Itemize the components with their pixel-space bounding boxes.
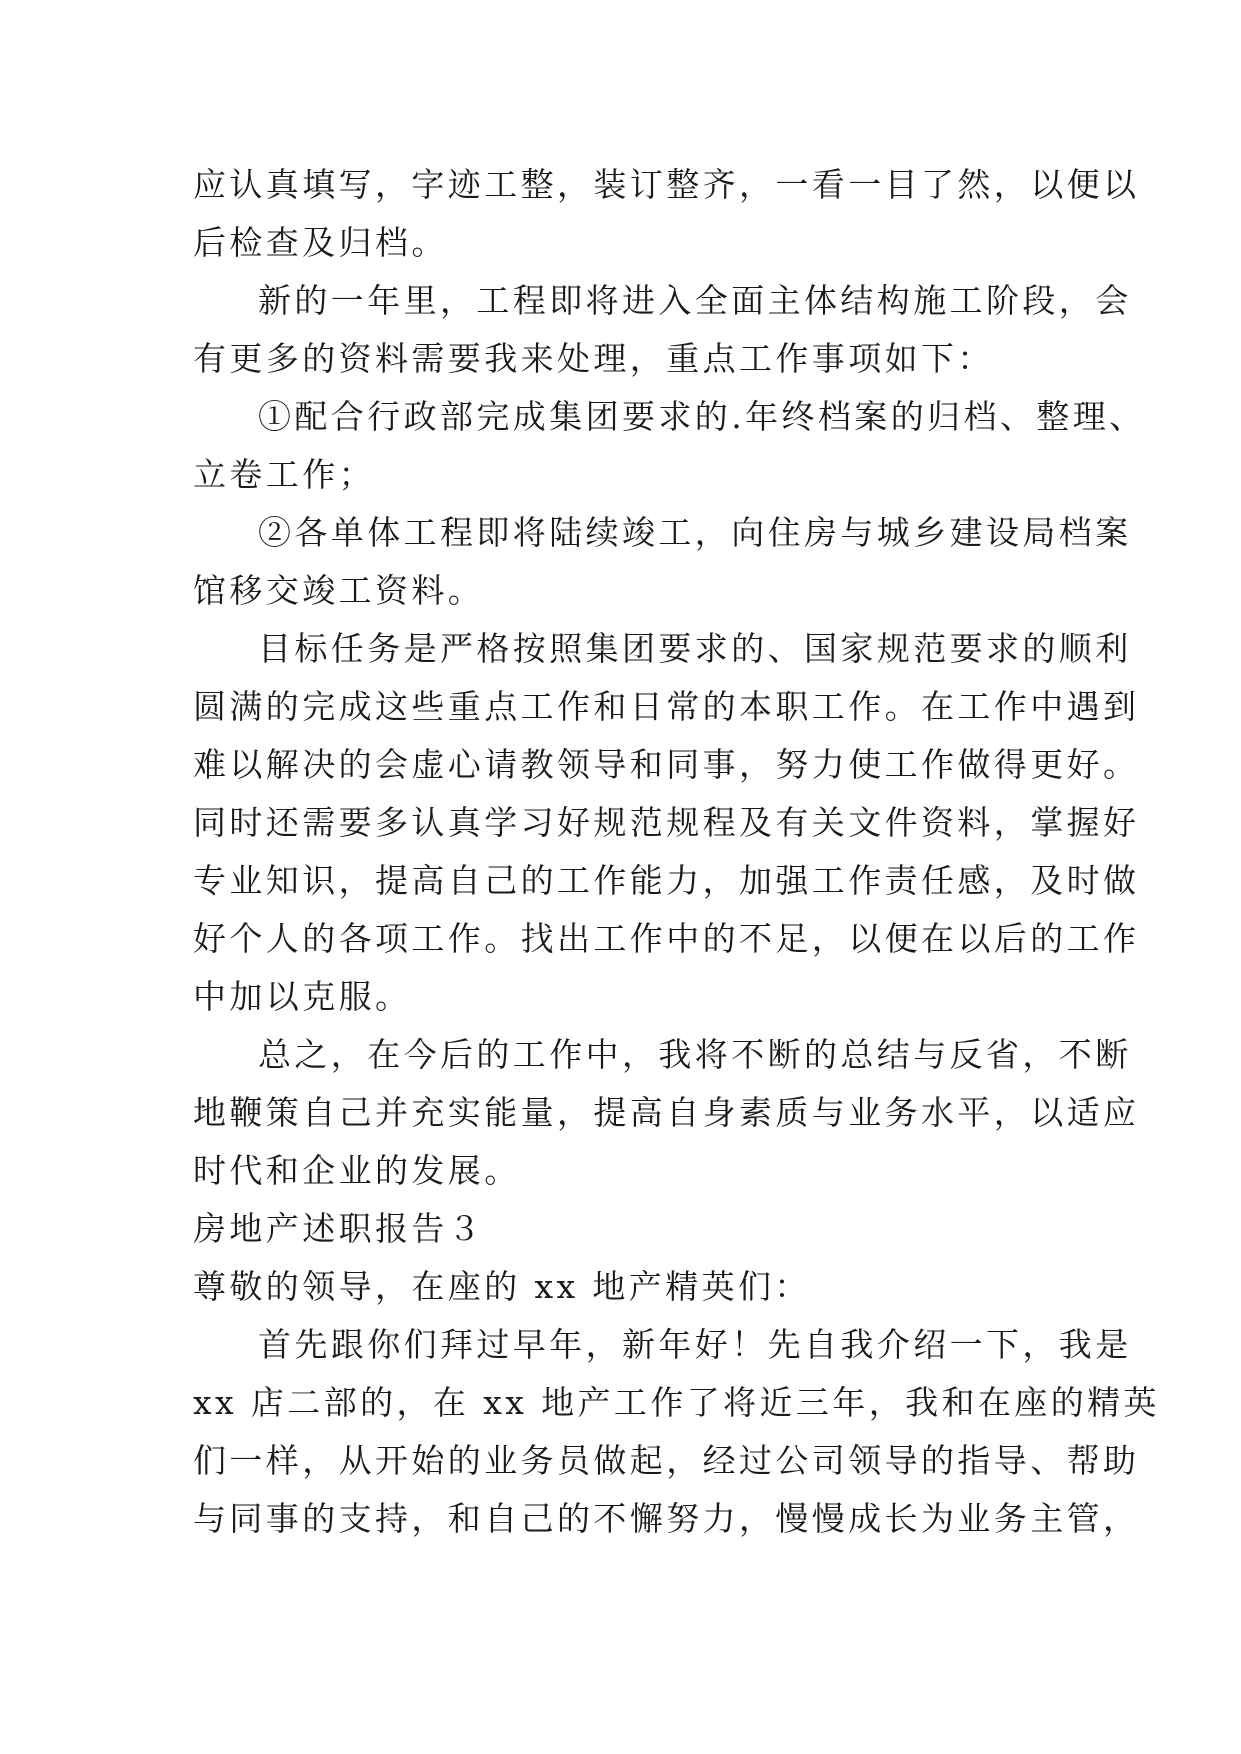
text-line: 时代和企业的发展。: [193, 1151, 521, 1190]
text-line: 馆移交竣工资料。: [193, 571, 485, 610]
text-line: 同时还需要多认真学习好规范规程及有关文件资料，掌握好: [193, 803, 1140, 842]
text-line: 好个人的各项工作。找出工作中的不足，以便在以后的工作: [193, 919, 1140, 958]
text-line: 有更多的资料需要我来处理，重点工作事项如下：: [193, 339, 994, 378]
list-item-1: ①配合行政部完成集团要求的.年终档案的归档、整理、: [258, 397, 1146, 436]
text-line: 中加以克服。: [193, 977, 412, 1016]
text-line: 立卷工作；: [193, 455, 375, 494]
text-line: 与同事的支持，和自己的不懈努力，慢慢成长为业务主管，: [193, 1499, 1140, 1538]
text-line: 专业知识，提高自己的工作能力，加强工作责任感，及时做: [193, 861, 1140, 900]
salutation-line: 尊敬的领导，在座的 xx 地产精英们：: [193, 1267, 811, 1306]
text-line: 地鞭策自己并充实能量，提高自身素质与业务水平，以适应: [193, 1093, 1140, 1132]
list-item-2: ②各单体工程即将陆续竣工，向住房与城乡建设局档案: [258, 513, 1132, 552]
text-line: 后检查及归档。: [193, 223, 448, 262]
text-line: 们一样，从开始的业务员做起，经过公司领导的指导、帮助: [193, 1441, 1140, 1480]
text-line: 难以解决的会虚心请教领导和同事，努力使工作做得更好。: [193, 745, 1140, 784]
paragraph-start-line: 新的一年里，工程即将进入全面主体结构施工阶段，会: [258, 281, 1132, 320]
paragraph-start-line: 目标任务是严格按照集团要求的、国家规范要求的顺利: [258, 629, 1132, 668]
text-line: xx 店二部的，在 xx 地产工作了将近三年，我和在座的精英: [193, 1383, 1160, 1422]
paragraph-start-line: 总之，在今后的工作中，我将不断的总结与反省，不断: [258, 1035, 1132, 1074]
text-line: 圆满的完成这些重点工作和日常的本职工作。在工作中遇到: [193, 687, 1140, 726]
section-heading: 房地产述职报告３: [193, 1209, 485, 1248]
paragraph-start-line: 首先跟你们拜过早年，新年好！先自我介绍一下，我是: [258, 1325, 1132, 1364]
text-line: 应认真填写，字迹工整，装订整齐，一看一目了然，以便以: [193, 165, 1140, 204]
